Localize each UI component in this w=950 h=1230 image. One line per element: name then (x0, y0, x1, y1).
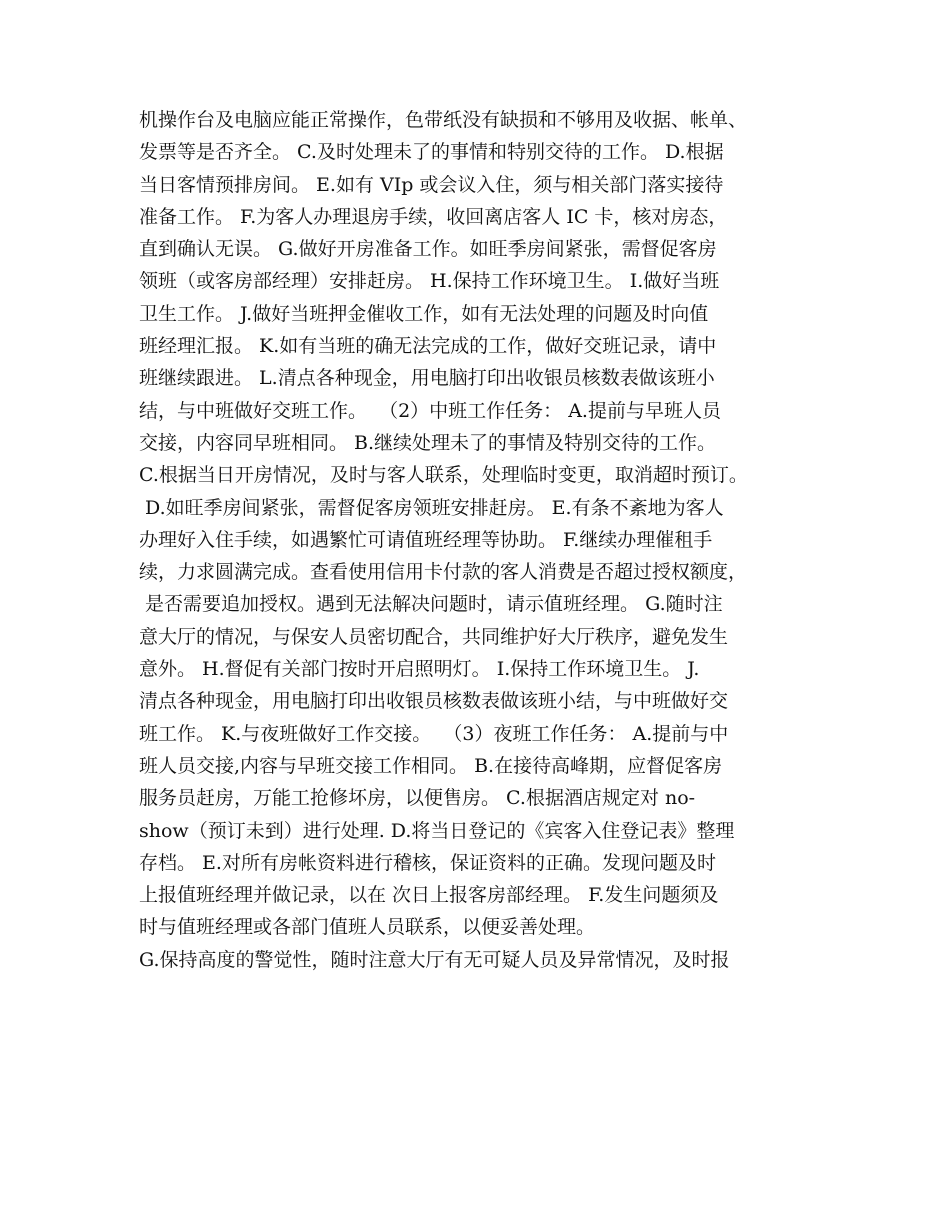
body-text (139, 104, 829, 976)
text-line: 班人员交接,内容与早班交接工作相同。 B.在接待高峰期，应督促客房 (139, 754, 723, 777)
text-line: 直到确认无误。 G.做好开房准备工作。如旺季房间紧张，需督促客房 (139, 238, 717, 261)
text-line: G.保持高度的警觉性，随时注意大厅有无可疑人员及异常情况，及时报 (139, 948, 730, 971)
text-line: 班继续跟进。 L.清点各种现金，用电脑打印出收银员核数表做该班小 (139, 367, 715, 390)
text-line: 准备工作。 F.为客人办理退房手续，收回离店客人 IC 卡，核对房态， (139, 205, 728, 228)
text-line: 班经理汇报。 K.如有当班的确无法完成的工作，做好交班记录，请中 (139, 335, 717, 358)
text-line: 服务员赶房，万能工抢修坏房，以便售房。 C.根据酒店规定对 no- (139, 787, 696, 810)
text-line: 卫生工作。 J.做好当班押金催收工作，如有无法处理的问题及时向值 (139, 302, 709, 325)
text-line: 是否需要追加授权。遇到无法解决问题时，请示值班经理。 G.随时注 (139, 593, 723, 616)
text-line: 结，与中班做好交班工作。 （2）中班工作任务： A.提前与早班人员 (139, 399, 721, 422)
text-line: 办理好入住手续，如遇繁忙可请值班经理等协助。 F.继续办理催租手 (139, 528, 713, 551)
text-line: 机操作台及电脑应能正常操作，色带纸没有缺损和不够用及收据、帐单、 (139, 109, 748, 131)
text-line: 续，力求圆满完成。查看使用信用卡付款的客人消费是否超过授权额度， (139, 561, 748, 584)
text-line: 发票等是否齐全。 C.及时处理未了的事情和特别交待的工作。 D.根据 (139, 141, 724, 164)
text-line: 时与值班经理或各部门值班人员联系，以便妥善处理。 (139, 916, 596, 939)
text-line: 上报值班经理并做记录，以在 次日上报客房部经理。 F.发生问题须及 (139, 884, 719, 907)
text-line: 当日客情预排房间。 E.如有 VIp 或会议入住，须与相关部门落实接待 (139, 173, 724, 196)
text-line: 意大厅的情况，与保安人员密切配合，共同维护好大厅秩序，避免发生 (139, 625, 729, 648)
text-line: 意外。 H.督促有关部门按时开启照明灯。 I.保持工作环境卫生。 J. (139, 658, 700, 681)
text-line: D.如旺季房间紧张，需督促客房领班安排赶房。 E.有条不紊地为客人 (139, 496, 724, 519)
text-line: 领班（或客房部经理）安排赶房。 H.保持工作环境卫生。 I.做好当班 (139, 270, 720, 293)
text-line: show（预订未到）进行处理. D.将当日登记的《宾客入住登记表》整理 (139, 819, 735, 842)
text-line: 班工作。 K.与夜班做好工作交接。 （3）夜班工作任务： A.提前与中 (139, 722, 729, 745)
text-line: 存档。 E.对所有房帐资料进行稽核，保证资料的正确。发现问题及时 (139, 851, 716, 874)
text-line: 清点各种现金，用电脑打印出收银员核数表做该班小结，与中班做好交 (139, 690, 729, 713)
text-line: C.根据当日开房情况，及时与客人联系，处理临时变更，取消超时预订。 (139, 464, 748, 487)
text-line: 交接，内容同早班相同。 B.继续处理未了的事情及特别交待的工作。 (139, 431, 717, 454)
